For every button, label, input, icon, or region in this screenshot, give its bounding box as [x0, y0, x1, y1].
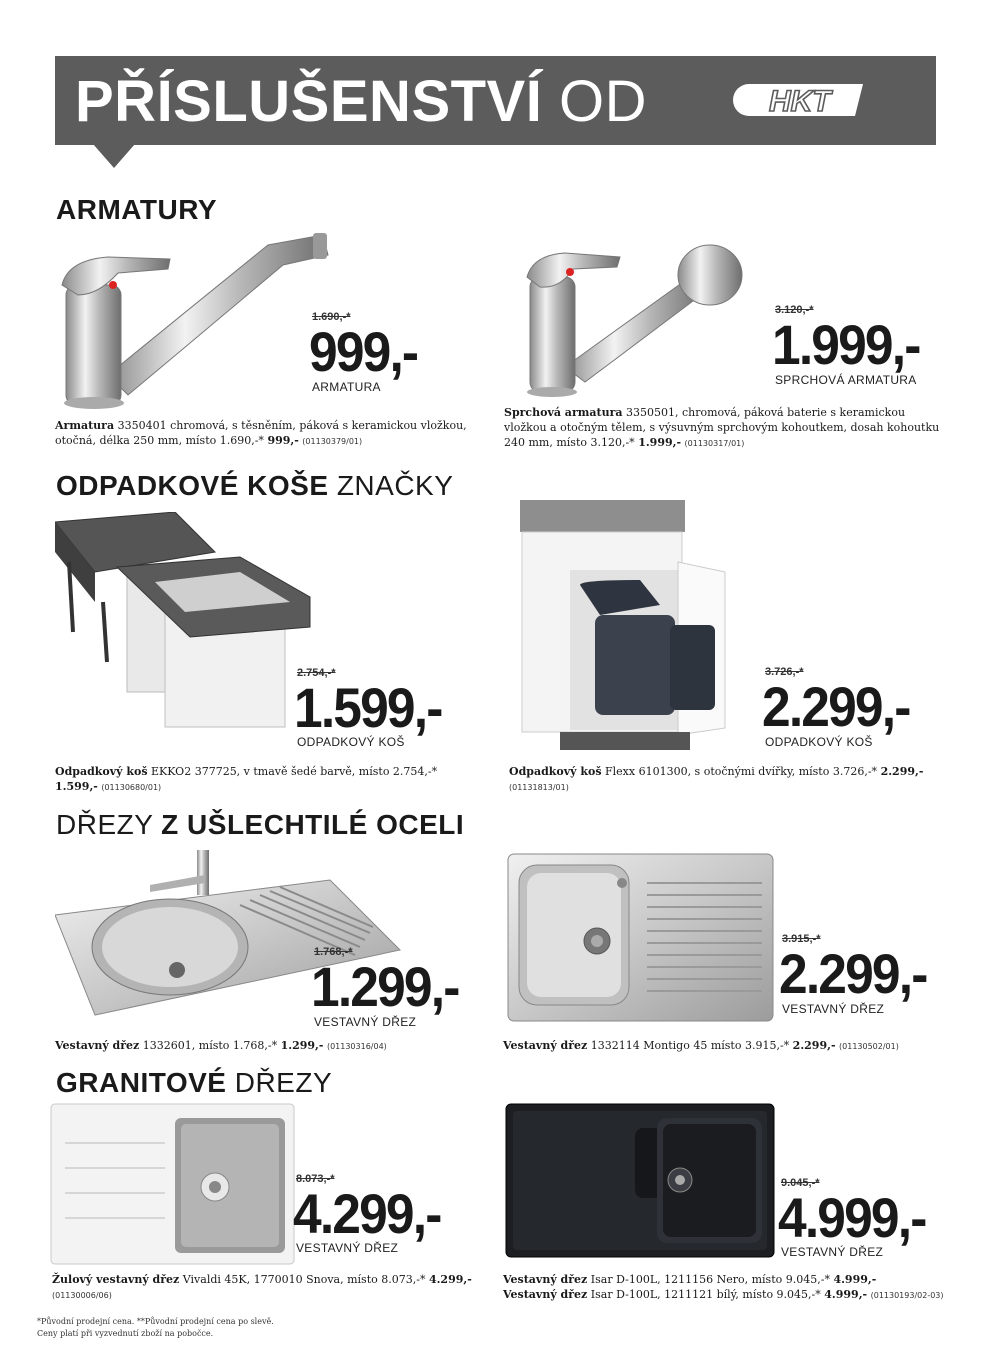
faucet-image: [58, 225, 333, 410]
product-description: Odpadkový koš EKKO2 377725, v tmavě šedé barvě, místo 2.754,-* 1.599,- (01130680/01): [55, 765, 438, 793]
price: 2.299,-: [762, 675, 910, 738]
stainless-sink-montigo-image: [507, 853, 775, 1023]
section-title-granit: GRANITOVÉ DŘEZY: [56, 1067, 333, 1098]
product-description: Žulový vestavný dřez Vivaldi 45K, 1770010 Snova, místo 8.073,-* 4.299,- (01130006/06): [52, 1273, 472, 1300]
section-title-drezy: DŘEZY Z UŠLECHTILÉ OCELI: [56, 809, 465, 840]
page-title: PŘÍSLUŠENSTVÍ OD: [75, 69, 647, 134]
banner-notch: [93, 144, 135, 168]
price: 2.299,-: [779, 942, 927, 1005]
price: 4.999,-: [778, 1186, 926, 1249]
waste-bin-cabinet-image: [520, 500, 730, 750]
old-price: 2.754,-*: [297, 667, 336, 679]
header-banner: [55, 56, 936, 145]
svg-text:HKT: HKT: [769, 85, 831, 118]
price: 1.999,-: [772, 313, 920, 376]
old-price: 3.120,-*: [775, 304, 814, 316]
waste-bin-image: [55, 512, 313, 732]
product-label: VESTAVNÝ DŘEZ: [782, 1002, 885, 1016]
product-description: Sprchová armatura 3350501, chromová, páková baterie s keramickou vložkou a otočným tělem, s výsuvným sprchovým kohoutkem, dosah kohoutku 240 mm, místo 3.120,-* 1.999,- (01130317/01): [504, 406, 940, 449]
price: 1.299,-: [311, 955, 459, 1018]
product-label: VESTAVNÝ DŘEZ: [781, 1245, 884, 1259]
price: 1.599,-: [294, 676, 442, 739]
old-price: 3.726,-*: [765, 666, 804, 678]
footnote-line: Ceny platí při vyzvednutí zboží na pobočce.: [37, 1329, 214, 1338]
footnote-line: *Původní prodejní cena. **Původní prodejní cena po slevě.: [37, 1317, 274, 1326]
shower-faucet-image: [525, 237, 745, 397]
old-price: 3.915,-*: [782, 933, 821, 945]
granite-sink-black-image: [505, 1103, 775, 1258]
price: 999,-: [309, 320, 418, 383]
old-price: 8.073,-*: [296, 1173, 335, 1185]
product-description: Odpadkový koš Flexx 6101300, s otočnými dvířky, místo 3.726,-* 2.299,- (01131813/01): [509, 765, 924, 792]
section-title-armatury: ARMATURY: [56, 194, 218, 225]
product-label: VESTAVNÝ DŘEZ: [296, 1241, 399, 1255]
section-title-kose: ODPADKOVÉ KOŠE ZNAČKY: [56, 470, 454, 501]
old-price: 1.690,-*: [312, 311, 351, 323]
product-description: Vestavný dřez 1332114 Montigo 45 místo 3.915,-* 2.299,- (01130502/01): [503, 1039, 899, 1052]
product-description: Vestavný dřez Isar D-100L, 1211156 Nero, místo 9.045,-* 4.999,- Vestavný dřez Isar D-100L, 1211121 bílý, místo 9.045,-* 4.999,- (01130193/02-03): [503, 1273, 944, 1301]
product-label: VESTAVNÝ DŘEZ: [314, 1015, 417, 1029]
price: 4.299,-: [293, 1182, 441, 1245]
product-description: Armatura 3350401 chromová, s těsněním, páková s keramickou vložkou, otočná, délka 250 mm, místo 1.690,-* 999,- (01130379/01): [55, 419, 467, 447]
product-description: Vestavný dřez 1332601, místo 1.768,-* 1.299,- (01130316/04): [55, 1039, 387, 1052]
footnote: [37, 1316, 274, 1340]
granite-sink-grey-image: [50, 1103, 295, 1265]
product-label: ODPADKOVÝ KOŠ: [765, 735, 873, 749]
old-price: 9.045,-*: [781, 1177, 820, 1189]
hkt-logo: [731, 78, 871, 122]
product-label: SPRCHOVÁ ARMATURA: [775, 373, 917, 387]
product-label: ARMATURA: [312, 380, 381, 394]
old-price: 1.768,-*: [314, 946, 353, 958]
product-label: ODPADKOVÝ KOŠ: [297, 735, 405, 749]
